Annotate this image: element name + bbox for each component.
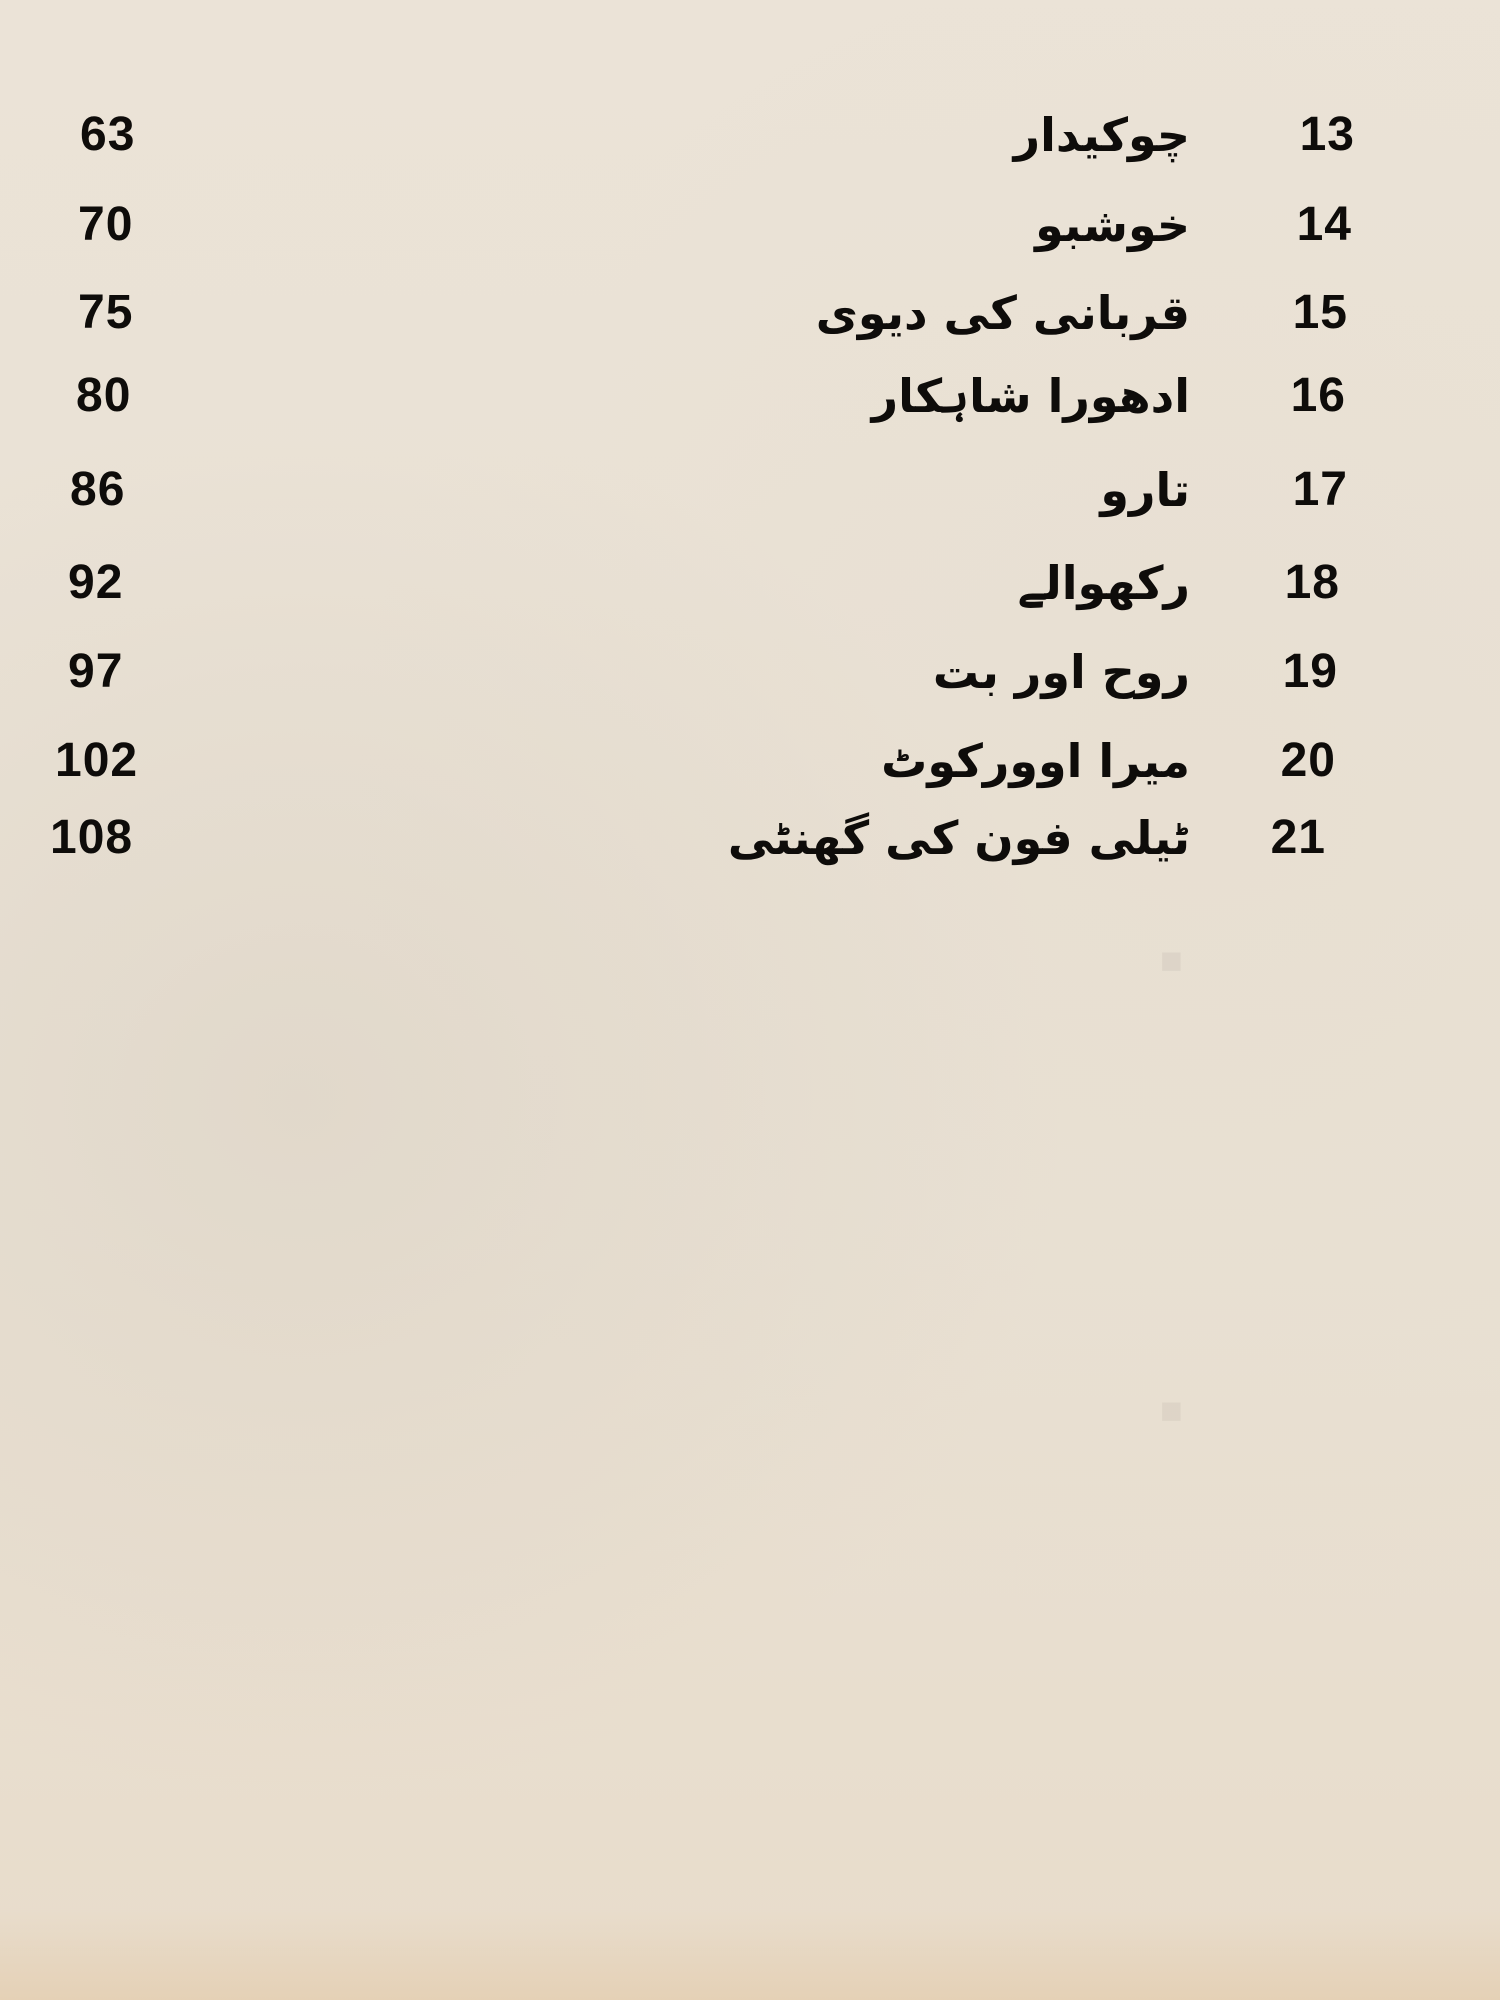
page-number: 102 [55,734,139,787]
chapter-title: روح اور بت [932,645,1190,699]
page-number: 63 [80,108,136,161]
chapter-title: چوکیدار [1013,108,1190,162]
toc-entry [0,455,1500,525]
chapter-number: 15 [1292,286,1348,339]
chapter-number: 17 [1292,463,1348,516]
page-number: 75 [78,286,134,339]
chapter-number: 16 [1290,369,1346,422]
bleed-through-mark: ■ [1160,940,1183,982]
chapter-title: خوشبو [1035,198,1190,252]
chapter-number: 19 [1282,645,1338,698]
chapter-title: ٹیلی فون کی گھنٹی [727,811,1190,865]
table-of-contents [0,0,1500,900]
chapter-title: میرا اوورکوٹ [881,734,1190,788]
page-number: 86 [70,463,126,516]
toc-entry [0,548,1500,618]
chapter-title: قربانی کی دیوی [815,286,1190,340]
chapter-title: ادھورا شاہکار [871,369,1190,423]
toc-entry [0,190,1500,260]
page-number: 108 [50,811,134,864]
chapter-title: رکھوالے [1017,556,1190,610]
page-edge-discoloration [0,1910,1500,2000]
page-number: 97 [68,645,124,698]
toc-entry [0,361,1500,431]
toc-entry [0,637,1500,707]
page-number: 70 [78,198,134,251]
chapter-number: 14 [1296,198,1352,251]
page-number: 80 [76,369,132,422]
toc-entry [0,803,1500,873]
page-number: 92 [68,556,124,609]
bleed-through-mark: ■ [1160,1390,1183,1432]
toc-entry [0,100,1500,170]
chapter-number: 21 [1270,811,1326,864]
toc-entry [0,278,1500,348]
chapter-number: 20 [1280,734,1336,787]
chapter-number: 18 [1284,556,1340,609]
chapter-title: تارو [1100,463,1190,517]
toc-entry [0,726,1500,796]
chapter-number: 13 [1299,108,1355,161]
